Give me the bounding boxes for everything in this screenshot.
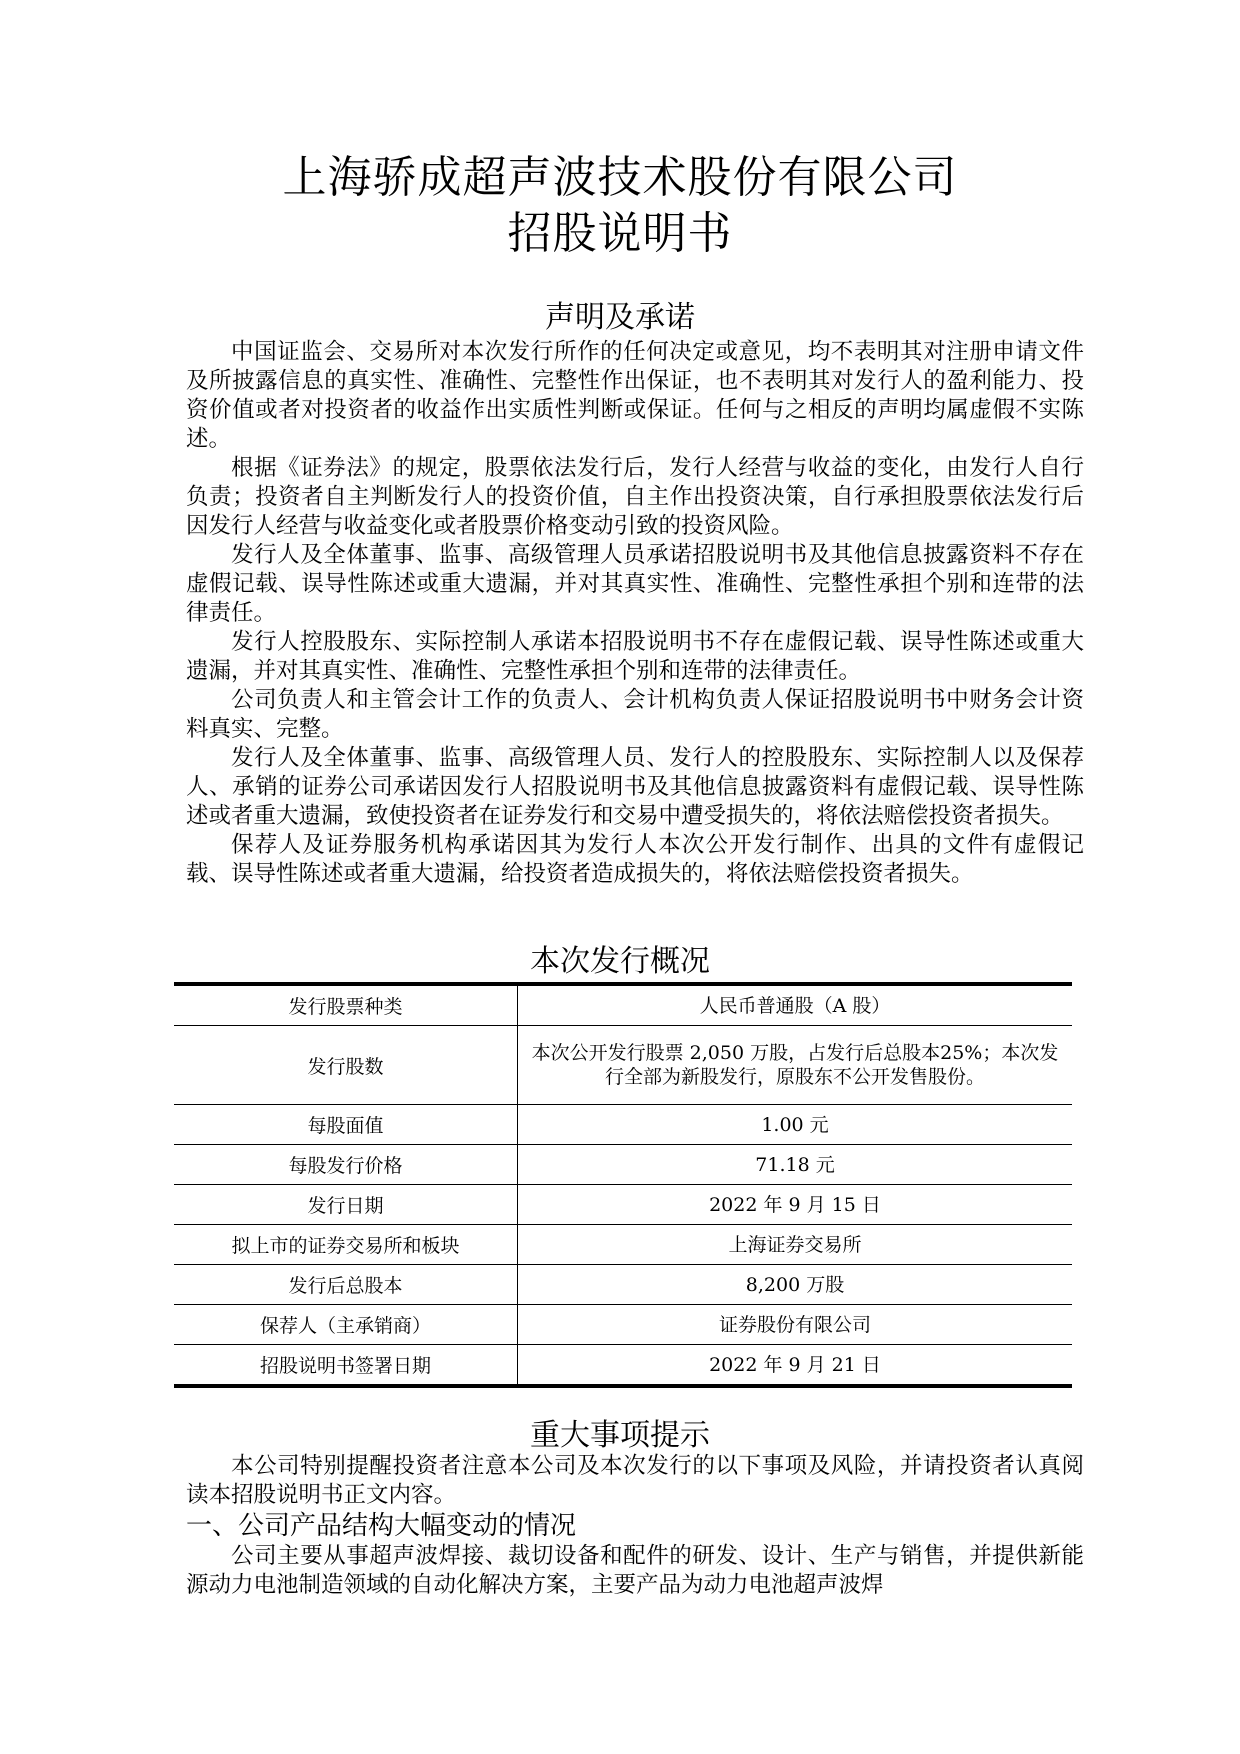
row-label: 每股面值 [174,1105,518,1145]
declaration-paragraph-2: 根据《证券法》的规定，股票依法发行后，发行人经营与收益的变化，由发行人自行负责；投资者自主判断发行人的投资价值，自主作出投资决策，自行承担股票依法发行后因发行人经营与收益变化或者股票价格变动引致的投资风险。 [186,455,1084,539]
row-value: 证券股份有限公司 [518,1305,1073,1345]
row-label: 发行股数 [174,1026,518,1105]
offering-overview-table [174,982,1072,1388]
row-label: 发行股票种类 [174,984,518,1026]
major-matters-intro [186,1452,1084,1510]
section-1-paragraph: 公司主要从事超声波焊接、裁切设备和配件的研发、设计、生产与销售，并提供新能源动力电池制造领域的自动化解决方案，主要产品为动力电池超声波焊 [186,1543,1084,1598]
table-row [174,1026,1072,1105]
major-matters-heading: 重大事项提示 [530,1418,710,1453]
row-label: 发行后总股本 [174,1265,518,1305]
row-label: 保荐人（主承销商） [174,1305,518,1345]
major-matters-intro-paragraph: 本公司特别提醒投资者注意本公司及本次发行的以下事项及风险，并请投资者认真阅读本招股说明书正文内容。 [186,1453,1084,1508]
row-value: 本次公开发行股票 2,050 万股，占发行后总股本25%；本次发行全部为新股发行，原股东不公开发售股份。 [518,1026,1073,1105]
declaration-paragraph-7: 保荐人及证券服务机构承诺因其为发行人本次公开发行制作、出具的文件有虚假记载、误导性陈述或者重大遗漏，给投资者造成损失的，将依法赔偿投资者损失。 [186,832,1084,887]
document-type-title: 招股说明书 [507,208,733,259]
table-row [174,1305,1072,1345]
section-1-heading: 一、公司产品结构大幅变动的情况 [186,1511,577,1541]
row-value: 人民币普通股（A 股） [518,984,1073,1026]
row-label: 招股说明书签署日期 [174,1345,518,1387]
declaration-body [186,338,1084,889]
row-value: 2022 年 9 月 21 日 [709,1353,881,1376]
declaration-paragraph-6: 发行人及全体董事、监事、高级管理人员、发行人的控股股东、实际控制人以及保荐人、承销的证券公司承诺因发行人招股说明书及其他信息披露资料有虚假记载、误导性陈述或者重大遗漏，致使投资者在证券发行和交易中遭受损失的，将依法赔偿投资者损失。 [186,745,1084,829]
table-row [174,984,1072,1026]
row-value: 1.00 元 [518,1105,1073,1145]
table-row [174,1145,1072,1185]
row-value: 71.18 元 [518,1145,1073,1185]
declaration-paragraph-3: 发行人及全体董事、监事、高级管理人员承诺招股说明书及其他信息披露资料不存在虚假记载、误导性陈述或重大遗漏，并对其真实性、准确性、完整性承担个别和连带的法律责任。 [186,542,1084,626]
section-1-body [186,1542,1084,1600]
row-value: 2022 年 9 月 15 日 [518,1185,1073,1225]
declaration-paragraph-5: 公司负责人和主管会计工作的负责人、会计机构负责人保证招股说明书中财务会计资料真实、完整。 [186,687,1084,742]
table-row [174,1345,1072,1387]
row-value: 8,200 万股 [518,1265,1073,1305]
declaration-paragraph-4: 发行人控股股东、实际控制人承诺本招股说明书不存在虚假记载、误导性陈述或重大遗漏，并对其真实性、准确性、完整性承担个别和连带的法律责任。 [186,629,1084,684]
offering-overview-heading: 本次发行概况 [530,944,710,979]
document-title-block [0,150,1240,262]
company-name-title: 上海骄成超声波技术股份有限公司 [282,152,958,203]
declaration-paragraph-1: 中国证监会、交易所对本次发行所作的任何决定或意见，均不表明其对注册申请文件及所披露信息的真实性、准确性、完整性作出保证，也不表明其对发行人的盈利能力、投资价值或者对投资者的收益作出实质性判断或保证。任何与之相反的声明均属虚假不实陈述。 [186,339,1084,452]
table-row [174,1185,1072,1225]
table-row [174,1105,1072,1145]
row-value: 上海证券交易所 [518,1225,1073,1265]
row-label: 发行日期 [174,1185,518,1225]
table-row [174,1225,1072,1265]
row-label: 每股发行价格 [174,1145,518,1185]
declaration-heading: 声明及承诺 [545,300,695,335]
table-row [174,1265,1072,1305]
row-label: 拟上市的证券交易所和板块 [174,1225,518,1265]
